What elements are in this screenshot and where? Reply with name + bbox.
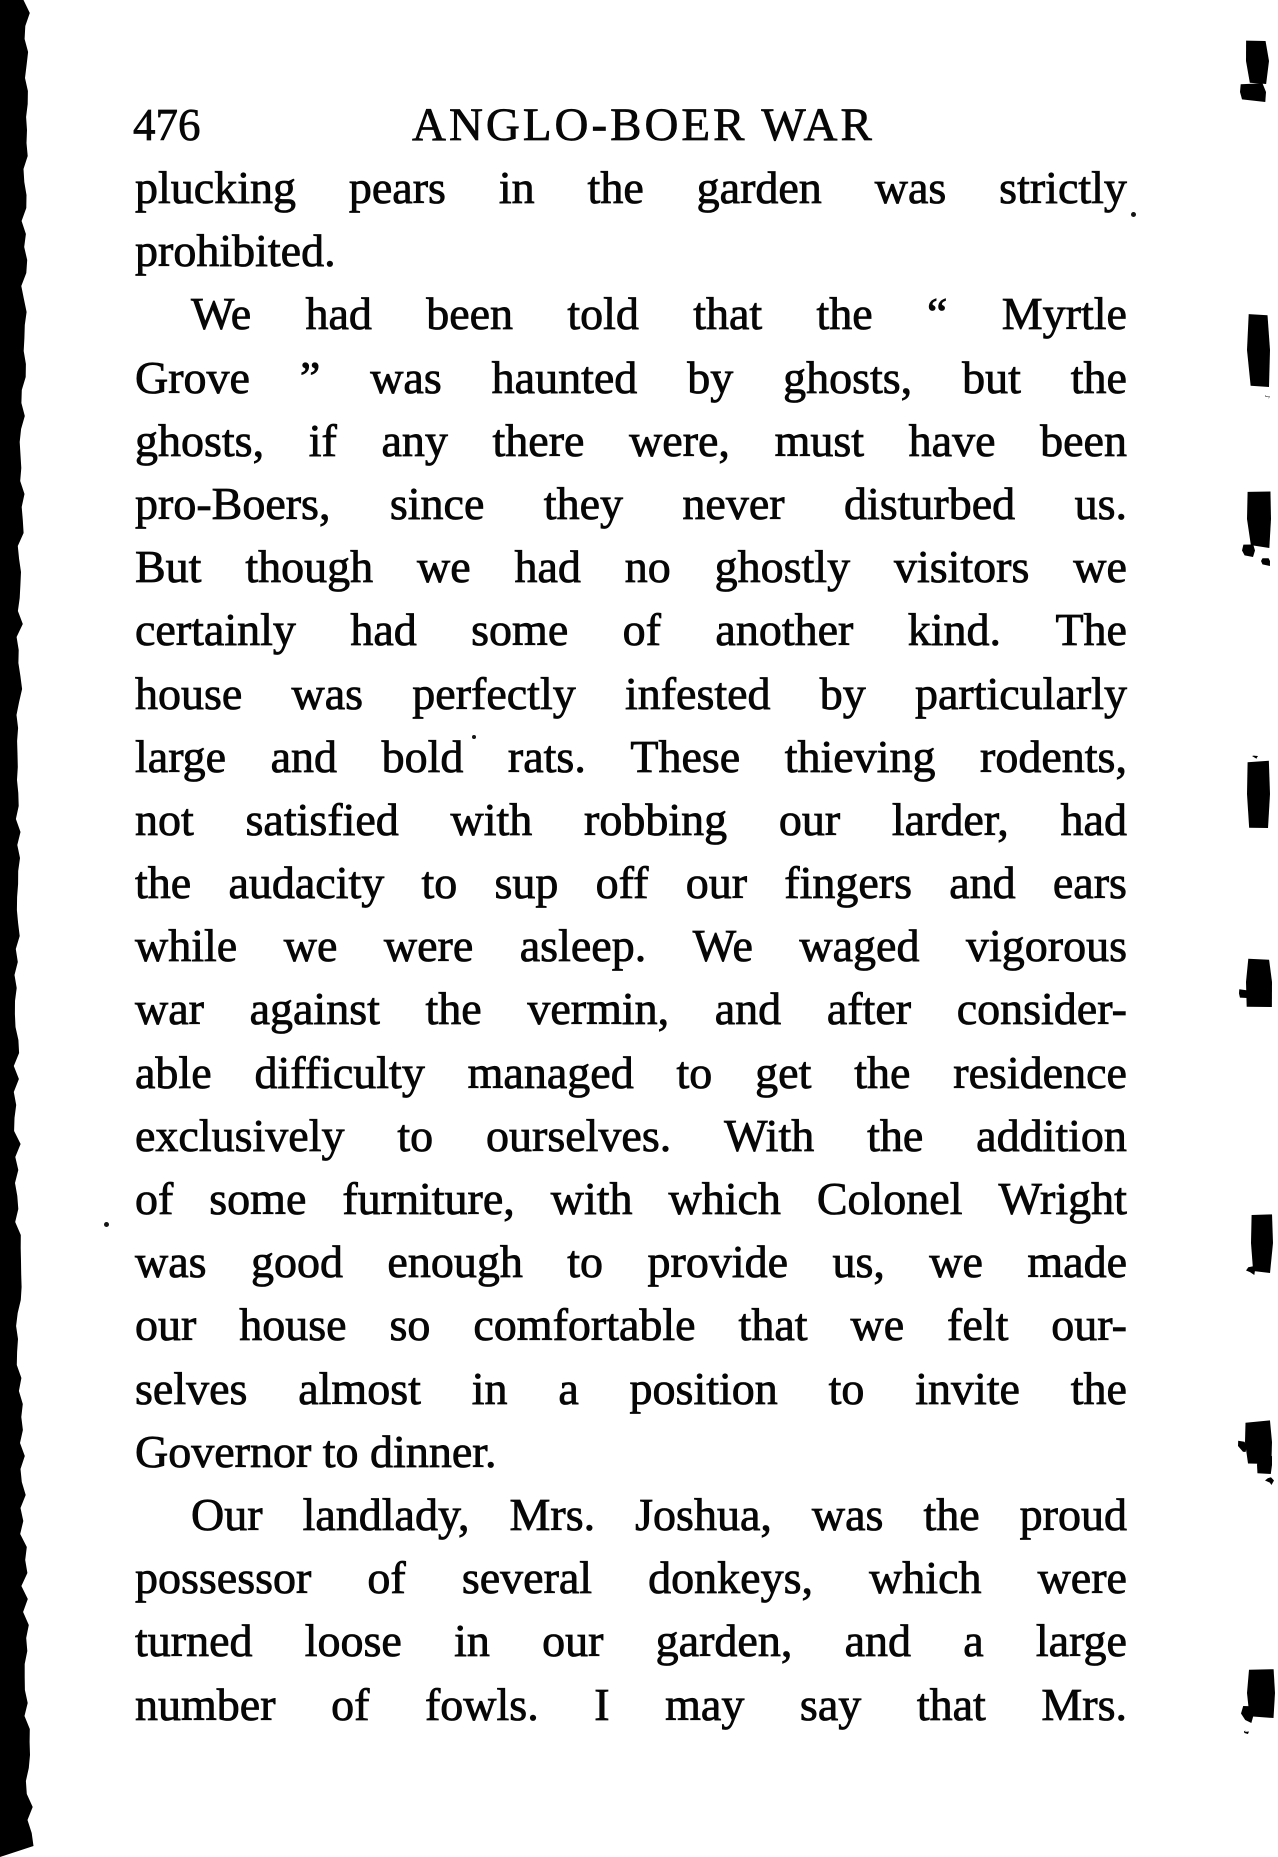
- text-line: [135, 1041, 1127, 1104]
- word: These: [630, 730, 741, 782]
- word: larder,: [891, 793, 1009, 845]
- word: our: [542, 1615, 604, 1667]
- word: the: [1070, 1362, 1127, 1414]
- word: off: [595, 857, 649, 909]
- word: in: [498, 162, 535, 213]
- word: some: [471, 604, 569, 656]
- word: able: [135, 1046, 212, 1098]
- word: Myrtle: [1001, 288, 1127, 340]
- word: perfectly: [412, 667, 576, 719]
- ink-blob: [1265, 1476, 1274, 1485]
- word: selves: [135, 1362, 248, 1414]
- word: consider-: [956, 983, 1127, 1035]
- word: comfortable: [473, 1299, 696, 1351]
- word: our: [685, 857, 748, 909]
- word: had: [514, 541, 581, 593]
- word: though: [245, 541, 374, 593]
- word: while: [135, 920, 238, 972]
- word: in: [471, 1362, 508, 1414]
- word: was: [370, 351, 442, 403]
- word: in: [454, 1615, 490, 1667]
- text-line: [135, 535, 1127, 598]
- word: fingers: [784, 857, 912, 909]
- text-line: [135, 472, 1127, 535]
- word: The: [1055, 604, 1127, 656]
- word: were: [1037, 1552, 1127, 1604]
- word: pro-Boers,: [135, 477, 331, 529]
- word: the: [923, 1488, 980, 1540]
- ink-blob: [1247, 760, 1270, 828]
- page-number: 476: [133, 100, 201, 150]
- word: But: [135, 541, 202, 593]
- word: a: [963, 1615, 984, 1667]
- text-line: [135, 1546, 1127, 1609]
- word: large: [1035, 1615, 1127, 1667]
- word: was: [874, 162, 947, 213]
- word: was: [811, 1488, 884, 1540]
- word: no: [624, 541, 671, 593]
- word: asleep.: [519, 920, 647, 972]
- word: we: [283, 920, 338, 972]
- word: addition: [976, 1109, 1127, 1161]
- word: haunted: [491, 351, 638, 403]
- word: the: [816, 288, 873, 340]
- word: Wright: [998, 1173, 1127, 1224]
- word: satisfied: [245, 793, 399, 845]
- word: With: [724, 1109, 815, 1161]
- word: Mrs.: [509, 1488, 596, 1540]
- word: were: [383, 920, 474, 972]
- page-text: [135, 156, 1127, 1736]
- word: of: [622, 604, 661, 656]
- ink-blob: [1246, 957, 1272, 1007]
- word: exclusively: [135, 1109, 345, 1161]
- ink-blob: [1261, 556, 1270, 566]
- word: waged: [799, 920, 920, 972]
- text-line: [135, 409, 1127, 472]
- word: with: [550, 1173, 633, 1224]
- text-line: [135, 1293, 1127, 1356]
- ink-blob: [1244, 1729, 1249, 1734]
- word: another: [715, 604, 854, 656]
- text-line: [135, 1230, 1127, 1293]
- word: We: [191, 288, 252, 340]
- word: there: [492, 414, 585, 466]
- text-line: [135, 851, 1127, 914]
- word: I: [594, 1678, 610, 1730]
- word: were,: [629, 414, 730, 466]
- word: the: [1070, 351, 1127, 403]
- word: vermin,: [527, 983, 670, 1035]
- word: visitors: [893, 541, 1030, 593]
- word: so: [389, 1299, 431, 1351]
- ink-blob: [1246, 1266, 1255, 1275]
- word: since: [389, 477, 485, 529]
- word: the: [425, 983, 482, 1035]
- word: told: [567, 288, 639, 340]
- word: particularly: [914, 667, 1127, 719]
- word: which: [668, 1173, 781, 1224]
- word: we: [1073, 541, 1127, 593]
- word: that: [693, 288, 763, 340]
- ink-blob: [1247, 313, 1270, 387]
- word: felt: [947, 1299, 1009, 1351]
- text-line: [135, 1673, 1127, 1736]
- scan-gutter-edge: [0, 0, 44, 1857]
- word: the: [587, 162, 644, 213]
- word: to: [421, 857, 458, 909]
- text-line: Governor to dinner.: [135, 1425, 497, 1477]
- word: was: [135, 1236, 207, 1288]
- word: to: [397, 1109, 434, 1161]
- word: with: [450, 793, 533, 845]
- word: had: [305, 288, 372, 340]
- text-line: [135, 346, 1127, 409]
- text-line: [135, 1483, 1127, 1546]
- word: audacity: [228, 857, 385, 909]
- text-line: [135, 1357, 1127, 1420]
- word: loose: [304, 1615, 402, 1667]
- word: the: [854, 1046, 911, 1098]
- word: house: [239, 1299, 347, 1351]
- word: fowls.: [424, 1678, 539, 1730]
- word: sup: [494, 857, 559, 909]
- word: managed: [467, 1046, 634, 1098]
- word: ghostly: [714, 541, 851, 593]
- word: garden,: [655, 1615, 793, 1667]
- word: to: [828, 1362, 865, 1414]
- word: robbing: [584, 793, 728, 845]
- word: residence: [953, 1046, 1127, 1098]
- word: ”: [299, 351, 321, 403]
- word: that: [916, 1678, 986, 1730]
- word: had: [350, 604, 417, 656]
- word: thieving: [784, 730, 936, 782]
- word: we: [850, 1299, 905, 1351]
- text-line: [135, 1104, 1127, 1167]
- word: which: [869, 1552, 982, 1604]
- word: plucking: [135, 162, 296, 213]
- word: vigorous: [965, 920, 1127, 972]
- word: house: [135, 667, 243, 719]
- word: possessor: [135, 1552, 312, 1604]
- ink-blob: [1242, 544, 1255, 557]
- text-line: [135, 1609, 1127, 1672]
- word: good: [250, 1236, 343, 1288]
- word: us.: [1074, 477, 1127, 529]
- word: certainly: [135, 604, 296, 656]
- word: never: [682, 477, 785, 529]
- ink-blob: [1246, 38, 1269, 84]
- word: enough: [387, 1236, 523, 1288]
- word: we: [929, 1236, 983, 1288]
- word: made: [1027, 1236, 1127, 1288]
- word: to: [567, 1236, 604, 1288]
- word: and: [714, 983, 782, 1035]
- word: ghosts,: [783, 351, 913, 403]
- word: get: [755, 1046, 812, 1098]
- text-line: [135, 156, 1127, 219]
- word: of: [135, 1173, 174, 1224]
- text-line: [135, 282, 1127, 345]
- scan-speck: [104, 1222, 109, 1227]
- ink-blob: [1252, 753, 1258, 759]
- word: been: [426, 288, 514, 340]
- word: we: [416, 541, 471, 593]
- word: infested: [624, 667, 771, 719]
- word: after: [826, 983, 912, 1035]
- ink-blob: [1247, 490, 1271, 548]
- word: have: [908, 414, 996, 466]
- word: a: [558, 1362, 579, 1414]
- word: war: [135, 983, 204, 1035]
- word: if: [308, 414, 337, 466]
- text-line: [135, 725, 1127, 788]
- word: ourselves.: [486, 1109, 672, 1161]
- word: had: [1060, 793, 1127, 845]
- running-title: ANGLO-BOER WAR: [412, 99, 875, 151]
- word: invite: [915, 1362, 1020, 1414]
- word: our: [135, 1299, 197, 1351]
- word: our-: [1051, 1299, 1127, 1351]
- word: difficulty: [254, 1046, 425, 1098]
- word: donkeys,: [648, 1552, 813, 1604]
- word: of: [331, 1678, 370, 1730]
- word: rodents,: [980, 730, 1127, 782]
- word: We: [692, 920, 753, 972]
- word: several: [461, 1552, 593, 1604]
- word: been: [1040, 414, 1127, 466]
- word: was: [291, 667, 364, 719]
- word: pears: [348, 162, 446, 213]
- word: bold: [381, 730, 464, 782]
- page-header: [0, 99, 1278, 155]
- scan-speck: [472, 735, 476, 739]
- word: number: [135, 1678, 276, 1730]
- word: Colonel: [816, 1173, 963, 1224]
- word: to: [676, 1046, 713, 1098]
- word: ghosts,: [135, 414, 265, 466]
- ink-blob: [1265, 394, 1270, 399]
- word: Mrs.: [1041, 1678, 1127, 1730]
- word: they: [543, 477, 623, 529]
- word: ears: [1052, 857, 1127, 909]
- word: may: [665, 1678, 745, 1730]
- word: and: [270, 730, 338, 782]
- word: by: [687, 351, 734, 403]
- word: must: [774, 414, 865, 466]
- word: by: [819, 667, 866, 719]
- word: “: [927, 288, 948, 340]
- word: garden: [696, 162, 822, 213]
- word: our: [778, 793, 841, 845]
- word: us,: [832, 1236, 885, 1288]
- text-line: [135, 914, 1127, 977]
- word: the: [867, 1109, 924, 1161]
- word: some: [209, 1173, 307, 1224]
- word: any: [381, 414, 448, 466]
- word: the: [135, 857, 192, 909]
- ink-blob: [1240, 82, 1266, 102]
- word: not: [135, 793, 194, 845]
- text-line: prohibited.: [135, 225, 336, 277]
- text-line: [135, 662, 1127, 725]
- word: landlady,: [302, 1488, 470, 1540]
- word: proud: [1019, 1488, 1127, 1540]
- text-line: [135, 1167, 1127, 1230]
- word: disturbed: [843, 477, 1016, 529]
- word: rats.: [507, 730, 586, 782]
- word: Joshua,: [635, 1488, 772, 1540]
- word: that: [738, 1299, 808, 1351]
- word: strictly: [999, 162, 1127, 213]
- scan-speck: [1131, 212, 1136, 217]
- word: position: [629, 1362, 778, 1414]
- word: furniture,: [342, 1173, 515, 1224]
- word: and: [949, 857, 1016, 909]
- word: and: [844, 1615, 911, 1667]
- word: almost: [298, 1362, 421, 1414]
- word: against: [249, 983, 380, 1035]
- word: of: [367, 1552, 406, 1604]
- word: turned: [135, 1615, 253, 1667]
- word: provide: [647, 1236, 789, 1288]
- word: say: [799, 1678, 862, 1730]
- word: large: [135, 730, 227, 782]
- word: Grove: [135, 351, 250, 403]
- word: Our: [191, 1488, 263, 1540]
- word: but: [962, 351, 1021, 403]
- text-line: [135, 598, 1127, 661]
- ink-blob: [1251, 1213, 1273, 1273]
- text-line: [135, 977, 1127, 1040]
- ink-blob: [1257, 1456, 1272, 1474]
- word: kind.: [907, 604, 1002, 656]
- text-line: [135, 788, 1127, 851]
